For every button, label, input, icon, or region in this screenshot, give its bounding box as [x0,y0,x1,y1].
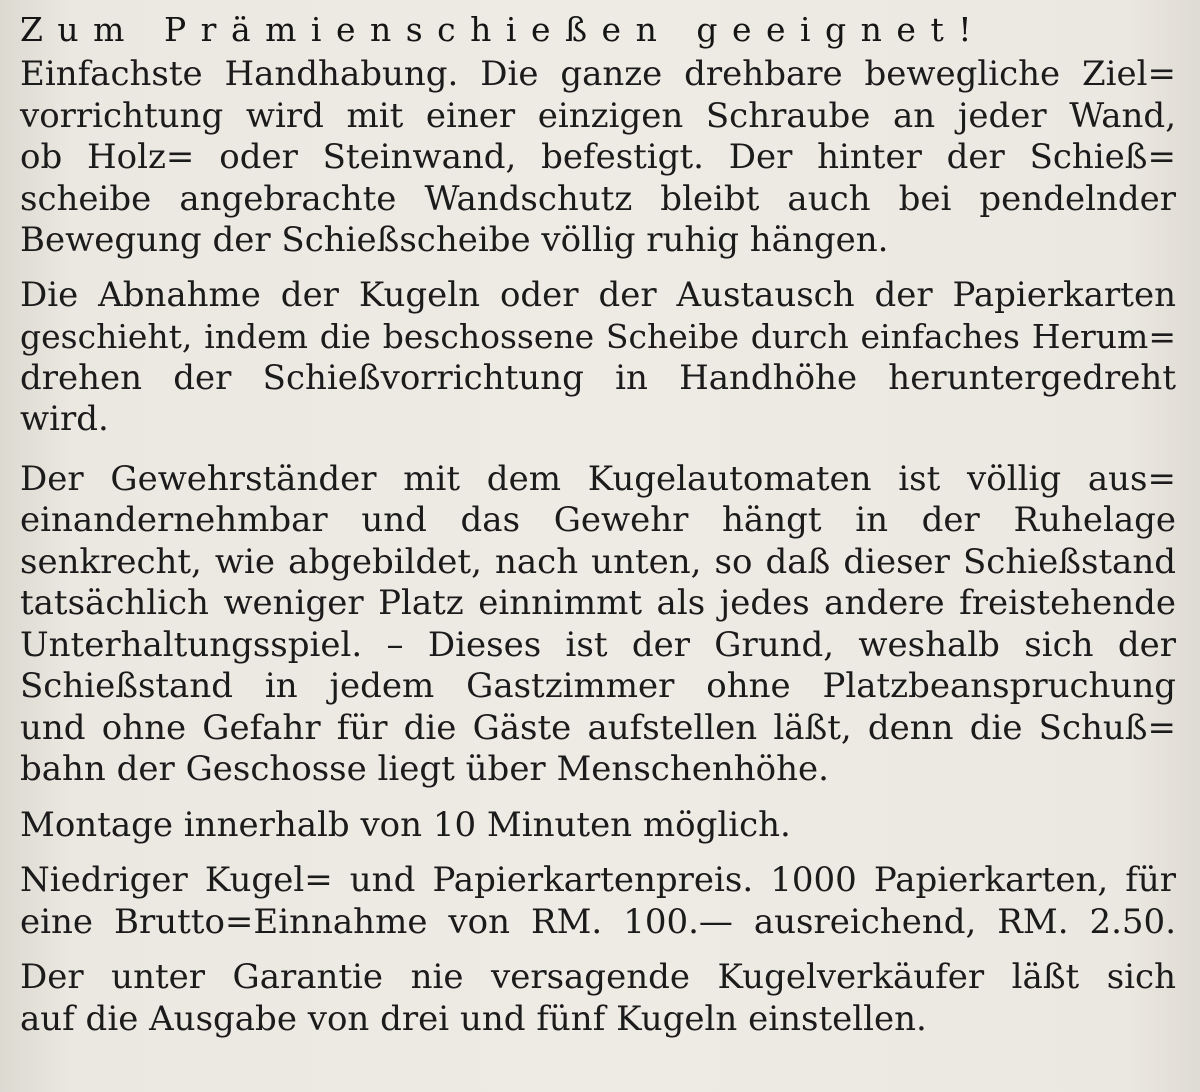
text-line: Einfachste Handhabung. Die ganze drehbare bewegliche Ziel= [20,54,1176,94]
text-line: wird. [20,399,109,439]
text-line: einandernehmbar und das Gewehr hängt in der Ruhelage [20,500,1176,540]
heading: Zum Prämienschießen geeignet! [20,10,986,49]
text-line: tatsächlich weniger Platz einnimmt als jedes andere freistehende [20,583,1176,623]
text-line: Der Gewehrständer mit dem Kugelautomaten ist völlig aus= [20,458,1176,499]
text-line: Die Abnahme der Kugeln oder der Austausch der Papierkarten [20,274,1176,315]
text-line: Montage innerhalb von 10 Minuten möglich. [20,804,791,845]
paragraph-handhabung [20,54,1176,262]
text-line: Schießstand in jedem Gastzimmer ohne Platzbeanspruchung [20,666,1176,706]
text-line: eine Brutto=Einnahme von RM. 100.— ausreichend, RM. 2.50. [20,901,1176,942]
text-line: bahn der Geschosse liegt über Menschenhöhe. [20,749,829,789]
text-line: Unterhaltungsspiel. – Dieses ist der Grund, weshalb sich der [20,624,1176,665]
text-line: Niedriger Kugel= und Papierkartenpreis. 1000 Papierkarten, für [20,860,1176,900]
paragraph-gewehrstaender [20,459,1176,791]
paragraph-preis [20,860,1176,943]
paragraph-kugelverkaeufer [20,957,1176,1040]
text-line: senkrecht, wie abgebildet, nach unten, so daß dieser Schießstand [20,541,1176,582]
text-line: ob Holz= oder Steinwand, befestigt. Der hinter der Schieß= [20,137,1176,177]
text-line: vorrichtung wird mit einer einzigen Schraube an jeder Wand, [20,95,1176,136]
paragraph-montage [20,805,1176,847]
text-line: Bewegung der Schießscheibe völlig ruhig hängen. [20,220,889,260]
text-line: auf die Ausgabe von drei und fünf Kugeln einstellen. [20,998,927,1039]
paragraph-abnahme [20,275,1176,441]
text-line: und ohne Gefahr für die Gäste aufstellen läßt, denn die Schuß= [20,707,1176,748]
text-line: drehen der Schießvorrichtung in Handhöhe heruntergedreht [20,357,1176,398]
text-line: geschieht, indem die beschossene Scheibe durch einfaches Herum= [20,317,1176,356]
text-line: scheibe angebrachte Wandschutz bleibt auch bei pendelnder [20,178,1176,219]
text-line: Der unter Garantie nie versagende Kugelverkäufer läßt sich [20,957,1176,997]
